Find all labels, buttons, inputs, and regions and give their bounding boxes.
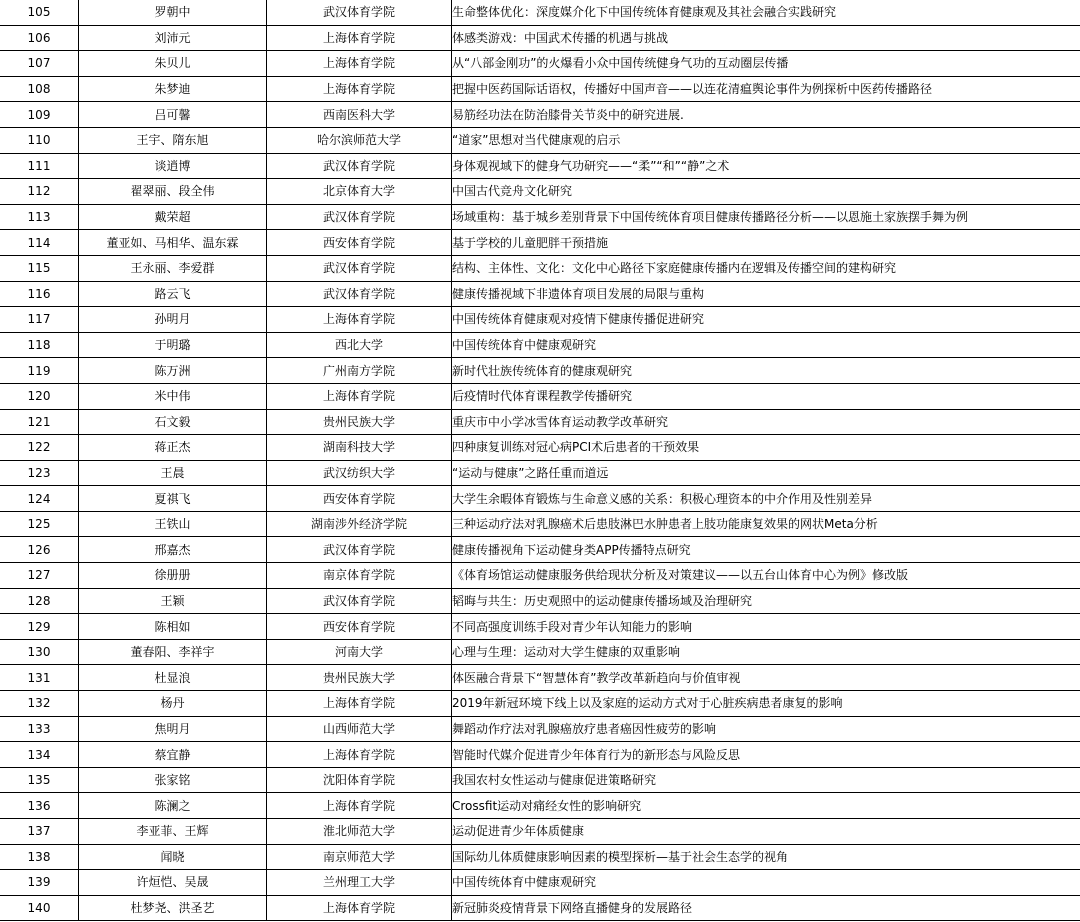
row-number-cell: 112 <box>0 179 79 205</box>
row-number-cell: 121 <box>0 409 79 435</box>
row-number-cell: 131 <box>0 665 79 691</box>
institution-cell: 南京师范大学 <box>267 844 452 870</box>
paper-title-cell: 重庆市中小学冰雪体育运动教学改革研究 <box>452 409 1080 435</box>
table-row <box>0 230 1080 256</box>
institution-cell: 西安体育学院 <box>267 230 452 256</box>
table-row <box>0 204 1080 230</box>
paper-title-cell: 后疫情时代体育课程教学传播研究 <box>452 383 1080 409</box>
table-row <box>0 435 1080 461</box>
paper-title-cell: 新冠肺炎疫情背景下网络直播健身的发展路径 <box>452 895 1080 921</box>
institution-cell: 上海体育学院 <box>267 895 452 921</box>
institution-cell: 湖南科技大学 <box>267 435 452 461</box>
row-number-cell: 129 <box>0 614 79 640</box>
paper-title-cell: 体感类游戏：中国武术传播的机遇与挑战 <box>452 25 1080 51</box>
author-cell: 陈万洲 <box>79 358 267 384</box>
institution-cell: 上海体育学院 <box>267 51 452 77</box>
author-cell: 王晨 <box>79 460 267 486</box>
paper-title-cell: 心理与生理：运动对大学生健康的双重影响 <box>452 639 1080 665</box>
paper-title-cell: “运动与健康”之路任重而道远 <box>452 460 1080 486</box>
table-row <box>0 895 1080 921</box>
table-row <box>0 281 1080 307</box>
paper-title-cell: 四种康复训练对冠心病PCI术后患者的干预效果 <box>452 435 1080 461</box>
paper-title-cell: 健康传播视域下非遗体育项目发展的局限与重构 <box>452 281 1080 307</box>
institution-cell: 上海体育学院 <box>267 25 452 51</box>
row-number-cell: 136 <box>0 793 79 819</box>
author-cell: 董春阳、李祥宇 <box>79 639 267 665</box>
table-row <box>0 409 1080 435</box>
paper-title-cell: 基于学校的儿童肥胖干预措施 <box>452 230 1080 256</box>
institution-cell: 广州南方学院 <box>267 358 452 384</box>
institution-cell: 南京体育学院 <box>267 563 452 589</box>
author-cell: 焦明月 <box>79 716 267 742</box>
author-cell: 翟翠丽、段全伟 <box>79 179 267 205</box>
table-row <box>0 153 1080 179</box>
paper-title-cell: 场域重构：基于城乡差别背景下中国传统体育项目健康传播路径分析——以恩施土家族摆手舞为例 <box>452 204 1080 230</box>
paper-title-cell: 运动促进青少年体质健康 <box>452 819 1080 845</box>
row-number-cell: 134 <box>0 742 79 768</box>
paper-title-cell: 结构、主体性、文化：文化中心路径下家庭健康传播内在逻辑及传播空间的建构研究 <box>452 255 1080 281</box>
row-number-cell: 140 <box>0 895 79 921</box>
author-cell: 陈相如 <box>79 614 267 640</box>
author-cell: 罗朝中 <box>79 0 267 25</box>
author-cell: 王铁山 <box>79 511 267 537</box>
row-number-cell: 135 <box>0 767 79 793</box>
institution-cell: 武汉体育学院 <box>267 153 452 179</box>
table-row <box>0 588 1080 614</box>
table-row <box>0 665 1080 691</box>
table-row <box>0 691 1080 717</box>
row-number-cell: 130 <box>0 639 79 665</box>
institution-cell: 沈阳体育学院 <box>267 767 452 793</box>
paper-title-cell: 把握中医药国际话语权，传播好中国声音——以连花清瘟舆论事件为例探析中医药传播路径 <box>452 76 1080 102</box>
table-row <box>0 819 1080 845</box>
institution-cell: 上海体育学院 <box>267 691 452 717</box>
institution-cell: 贵州民族大学 <box>267 665 452 691</box>
paper-title-cell: 中国传统体育健康观对疫情下健康传播促进研究 <box>452 307 1080 333</box>
table-row <box>0 486 1080 512</box>
paper-title-cell: 《体育场馆运动健康服务供给现状分析及对策建议——以五台山体育中心为例》修改版 <box>452 563 1080 589</box>
row-number-cell: 117 <box>0 307 79 333</box>
author-cell: 徐册册 <box>79 563 267 589</box>
table-row <box>0 307 1080 333</box>
institution-cell: 西安体育学院 <box>267 486 452 512</box>
author-cell: 邢嘉杰 <box>79 537 267 563</box>
table-row <box>0 25 1080 51</box>
author-cell: 许烜恺、吴晟 <box>79 870 267 896</box>
author-cell: 石文毅 <box>79 409 267 435</box>
paper-title-cell: 智能时代媒介促进青少年体育行为的新形态与风险反思 <box>452 742 1080 768</box>
row-number-cell: 120 <box>0 383 79 409</box>
row-number-cell: 107 <box>0 51 79 77</box>
table-row <box>0 563 1080 589</box>
row-number-cell: 133 <box>0 716 79 742</box>
paper-title-cell: 中国传统体育中健康观研究 <box>452 332 1080 358</box>
table-row <box>0 742 1080 768</box>
paper-title-cell: 体医融合背景下“智慧体育”教学改革新趋向与价值审视 <box>452 665 1080 691</box>
table-row <box>0 639 1080 665</box>
row-number-cell: 108 <box>0 76 79 102</box>
row-number-cell: 122 <box>0 435 79 461</box>
table-row <box>0 383 1080 409</box>
paper-title-cell: 舞蹈动作疗法对乳腺癌放疗患者癌因性疲劳的影响 <box>452 716 1080 742</box>
institution-cell: 山西师范大学 <box>267 716 452 742</box>
row-number-cell: 132 <box>0 691 79 717</box>
paper-title-cell: 中国传统体育中健康观研究 <box>452 870 1080 896</box>
table-row <box>0 0 1080 25</box>
author-cell: 杜梦尧、洪圣艺 <box>79 895 267 921</box>
paper-title-cell: 从“八部金刚功”的火爆看小众中国传统健身气功的互动圈层传播 <box>452 51 1080 77</box>
author-cell: 王颖 <box>79 588 267 614</box>
author-cell: 王宇、隋东旭 <box>79 127 267 153</box>
paper-title-cell: 健康传播视角下运动健身类APP传播特点研究 <box>452 537 1080 563</box>
author-cell: 刘沛元 <box>79 25 267 51</box>
author-cell: 米中伟 <box>79 383 267 409</box>
row-number-cell: 114 <box>0 230 79 256</box>
paper-title-cell: 大学生余暇体育锻炼与生命意义感的关系：积极心理资本的中介作用及性别差异 <box>452 486 1080 512</box>
row-number-cell: 111 <box>0 153 79 179</box>
author-cell: 张家铭 <box>79 767 267 793</box>
institution-cell: 上海体育学院 <box>267 383 452 409</box>
paper-title-cell: 2019年新冠环境下线上以及家庭的运动方式对于心脏疾病患者康复的影响 <box>452 691 1080 717</box>
table-row <box>0 870 1080 896</box>
author-cell: 陈澜之 <box>79 793 267 819</box>
paper-title-cell: “道家”思想对当代健康观的启示 <box>452 127 1080 153</box>
author-cell: 杜显浪 <box>79 665 267 691</box>
author-cell: 吕可馨 <box>79 102 267 128</box>
institution-cell: 西南医科大学 <box>267 102 452 128</box>
author-cell: 孙明月 <box>79 307 267 333</box>
row-number-cell: 127 <box>0 563 79 589</box>
row-number-cell: 123 <box>0 460 79 486</box>
institution-cell: 贵州民族大学 <box>267 409 452 435</box>
row-number-cell: 109 <box>0 102 79 128</box>
institution-cell: 上海体育学院 <box>267 742 452 768</box>
institution-cell: 西安体育学院 <box>267 614 452 640</box>
paper-title-cell: 身体观视域下的健身气功研究——“柔”“和”“静”之术 <box>452 153 1080 179</box>
row-number-cell: 137 <box>0 819 79 845</box>
table-row <box>0 127 1080 153</box>
institution-cell: 武汉体育学院 <box>267 204 452 230</box>
author-cell: 杨丹 <box>79 691 267 717</box>
institution-cell: 上海体育学院 <box>267 76 452 102</box>
row-number-cell: 118 <box>0 332 79 358</box>
institution-cell: 河南大学 <box>267 639 452 665</box>
author-cell: 戴荣超 <box>79 204 267 230</box>
table-row <box>0 332 1080 358</box>
table-row <box>0 358 1080 384</box>
institution-cell: 武汉体育学院 <box>267 255 452 281</box>
paper-title-cell: 我国农村女性运动与健康促进策略研究 <box>452 767 1080 793</box>
paper-title-cell: 中国古代竞舟文化研究 <box>452 179 1080 205</box>
institution-cell: 淮北师范大学 <box>267 819 452 845</box>
table-row <box>0 844 1080 870</box>
table-row <box>0 255 1080 281</box>
author-cell: 朱贝儿 <box>79 51 267 77</box>
row-number-cell: 119 <box>0 358 79 384</box>
author-cell: 朱梦迪 <box>79 76 267 102</box>
institution-cell: 武汉体育学院 <box>267 0 452 25</box>
row-number-cell: 110 <box>0 127 79 153</box>
author-cell: 闻晓 <box>79 844 267 870</box>
row-number-cell: 125 <box>0 511 79 537</box>
table-row <box>0 51 1080 77</box>
table-row <box>0 102 1080 128</box>
table-row <box>0 767 1080 793</box>
table-row <box>0 76 1080 102</box>
institution-cell: 哈尔滨师范大学 <box>267 127 452 153</box>
author-cell: 李亚菲、王辉 <box>79 819 267 845</box>
row-number-cell: 128 <box>0 588 79 614</box>
institution-cell: 上海体育学院 <box>267 307 452 333</box>
author-cell: 夏祺飞 <box>79 486 267 512</box>
institution-cell: 武汉体育学院 <box>267 588 452 614</box>
paper-title-cell: 不同高强度训练手段对青少年认知能力的影响 <box>452 614 1080 640</box>
author-cell: 谈逍博 <box>79 153 267 179</box>
paper-title-cell: 新时代壮族传统体育的健康观研究 <box>452 358 1080 384</box>
table-row <box>0 614 1080 640</box>
table-row <box>0 716 1080 742</box>
institution-cell: 西北大学 <box>267 332 452 358</box>
row-number-cell: 106 <box>0 25 79 51</box>
paper-title-cell: Crossfit运动对痛经女性的影响研究 <box>452 793 1080 819</box>
institution-cell: 湖南涉外经济学院 <box>267 511 452 537</box>
author-cell: 路云飞 <box>79 281 267 307</box>
table-row <box>0 511 1080 537</box>
row-number-cell: 124 <box>0 486 79 512</box>
paper-title-cell: 三种运动疗法对乳腺癌术后患肢淋巴水肿患者上肢功能康复效果的网状Meta分析 <box>452 511 1080 537</box>
author-cell: 董亚如、马相华、温东霖 <box>79 230 267 256</box>
author-cell: 蔡宜静 <box>79 742 267 768</box>
paper-title-cell: 韬晦与共生：历史观照中的运动健康传播场域及治理研究 <box>452 588 1080 614</box>
table-row <box>0 179 1080 205</box>
institution-cell: 上海体育学院 <box>267 793 452 819</box>
author-cell: 于明璐 <box>79 332 267 358</box>
table-row <box>0 460 1080 486</box>
row-number-cell: 126 <box>0 537 79 563</box>
institution-cell: 武汉体育学院 <box>267 281 452 307</box>
row-number-cell: 138 <box>0 844 79 870</box>
paper-title-cell: 国际幼儿体质健康影响因素的模型探析—基于社会生态学的视角 <box>452 844 1080 870</box>
table-row <box>0 793 1080 819</box>
row-number-cell: 105 <box>0 0 79 25</box>
table-row <box>0 537 1080 563</box>
institution-cell: 北京体育大学 <box>267 179 452 205</box>
paper-title-cell: 生命整体优化：深度媒介化下中国传统体育健康观及其社会融合实践研究 <box>452 0 1080 25</box>
paper-title-cell: 易筋经功法在防治膝骨关节炎中的研究进展. <box>452 102 1080 128</box>
row-number-cell: 116 <box>0 281 79 307</box>
institution-cell: 武汉体育学院 <box>267 537 452 563</box>
author-cell: 蒋正杰 <box>79 435 267 461</box>
author-cell: 王永丽、李爱群 <box>79 255 267 281</box>
row-number-cell: 113 <box>0 204 79 230</box>
row-number-cell: 115 <box>0 255 79 281</box>
institution-cell: 兰州理工大学 <box>267 870 452 896</box>
institution-cell: 武汉纺织大学 <box>267 460 452 486</box>
row-number-cell: 139 <box>0 870 79 896</box>
